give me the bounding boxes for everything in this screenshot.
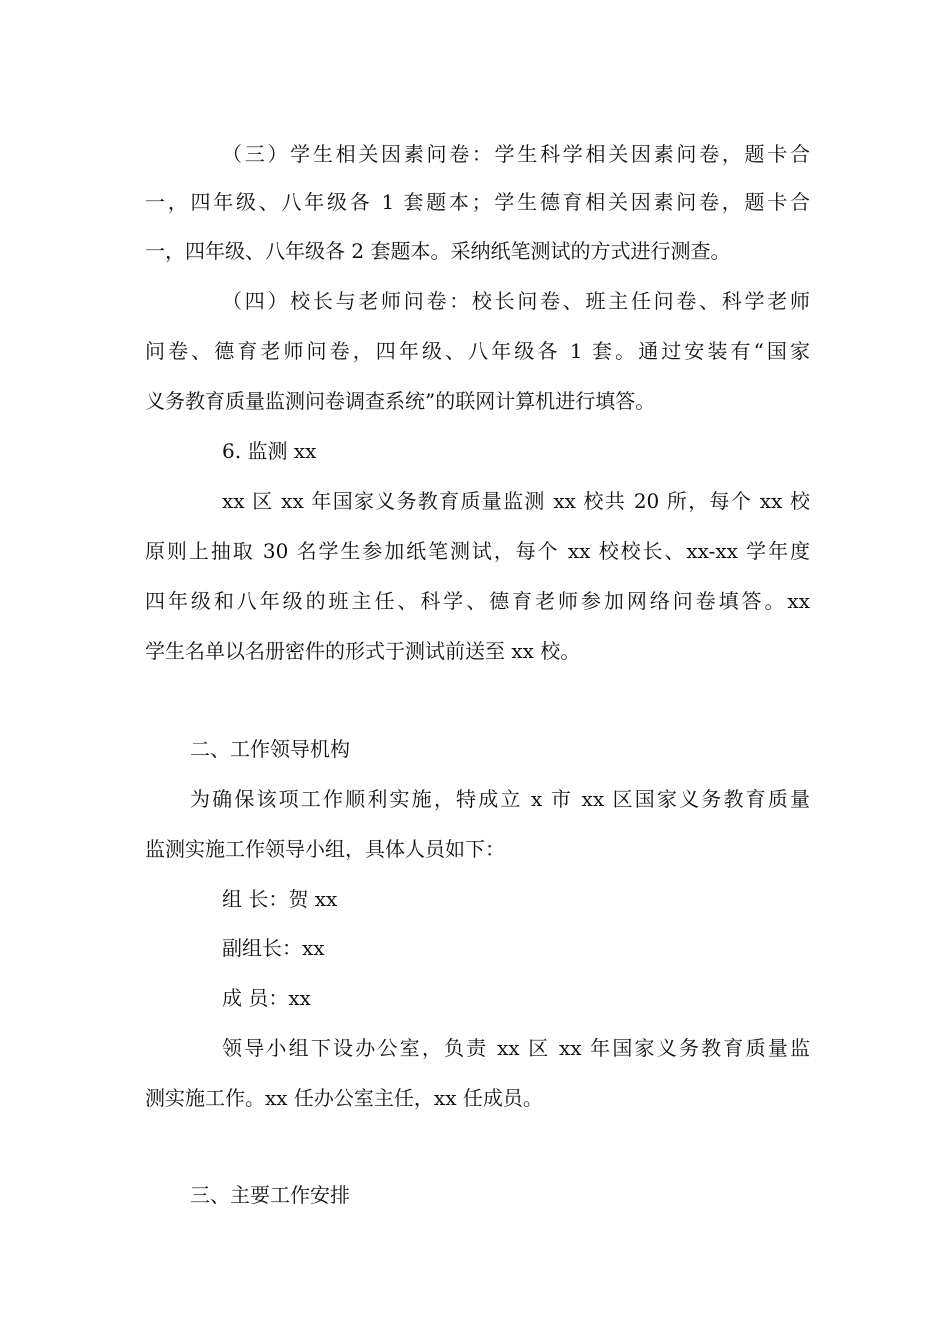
section-heading: 二、工作领导机构 bbox=[190, 737, 350, 761]
paragraph-line: 一，四年级、八年级各 1 套题本；学生德育相关因素问卷，题卡合 bbox=[145, 190, 810, 214]
paragraph-line: xx 区 xx 年国家义务教育质量监测 xx 校共 20 所，每个 xx 校 bbox=[222, 489, 810, 513]
section-heading: 6. 监测 xx bbox=[222, 439, 317, 463]
member-line: 副组长：xx bbox=[222, 936, 325, 960]
paragraph-line: （四）校长与老师问卷：校长问卷、班主任问卷、科学老师 bbox=[222, 289, 810, 313]
paragraph-line: 测实施工作。xx 任办公室主任，xx 任成员。 bbox=[145, 1086, 543, 1110]
paragraph-line: 义务教育质量监测问卷调查系统”的联网计算机进行填答。 bbox=[145, 389, 656, 413]
paragraph-line: 问卷、德育老师问卷，四年级、八年级各 1 套。通过安装有“国家 bbox=[145, 339, 810, 363]
member-line: 成 员：xx bbox=[222, 986, 311, 1010]
paragraph-line: 领导小组下设办公室，负责 xx 区 xx 年国家义务教育质量监 bbox=[222, 1036, 810, 1060]
paragraph-line: 一，四年级、八年级各 2 套题本。采纳纸笔测试的方式进行测查。 bbox=[145, 239, 731, 263]
member-line: 组 长：贺 xx bbox=[222, 887, 338, 911]
paragraph-line: 为确保该项工作顺利实施，特成立 x 市 xx 区国家义务教育质量 bbox=[190, 787, 810, 811]
paragraph-line: 原则上抽取 30 名学生参加纸笔测试，每个 xx 校校长、xx-xx 学年度 bbox=[145, 539, 810, 563]
paragraph-line: （三）学生相关因素问卷：学生科学相关因素问卷，题卡合 bbox=[222, 142, 810, 166]
paragraph-line: 四年级和八年级的班主任、科学、德育老师参加网络问卷填答。xx bbox=[145, 589, 810, 613]
paragraph-line: 监测实施工作领导小组，具体人员如下： bbox=[145, 837, 505, 861]
section-heading: 三、主要工作安排 bbox=[190, 1183, 350, 1207]
paragraph-line: 学生名单以名册密件的形式于测试前送至 xx 校。 bbox=[145, 639, 581, 663]
